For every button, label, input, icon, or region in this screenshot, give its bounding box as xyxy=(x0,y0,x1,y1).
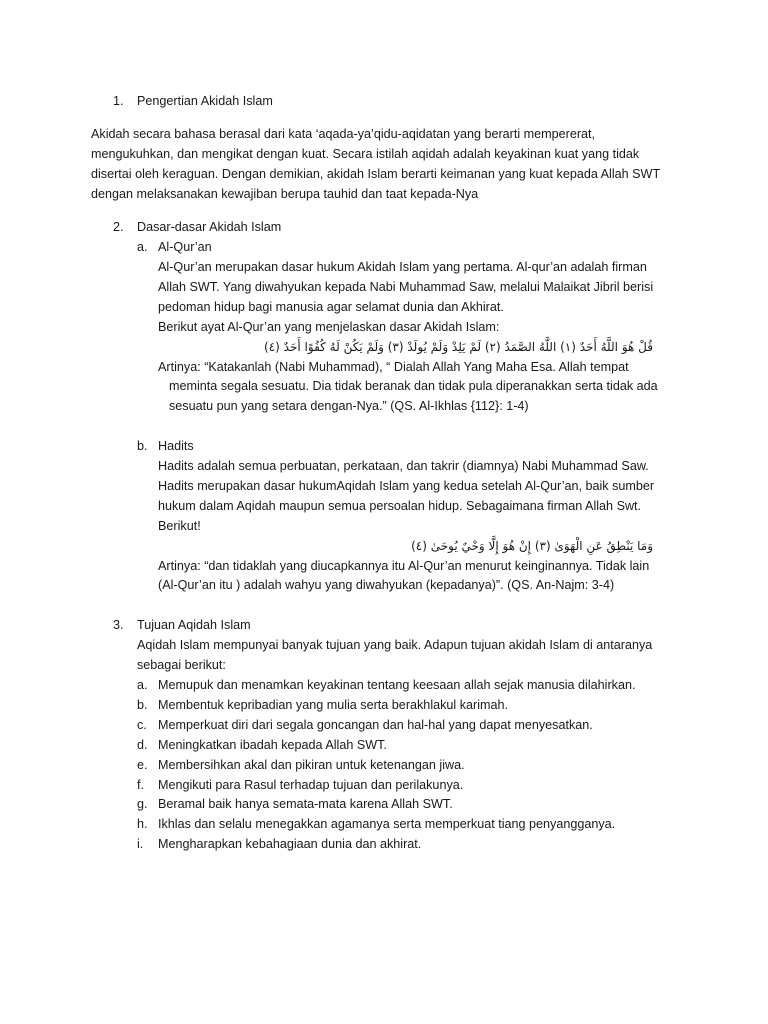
body-line: pedoman hidup bagi manusia agar selamat dunia dan Akhirat. xyxy=(158,299,504,314)
subsection-b-body xyxy=(158,457,653,596)
body-line: Hadits merupakan dasar hukumAqidah Islam yang kedua setelah Al-Qur’an, baik sumber xyxy=(158,478,655,493)
list-text: Membersihkan akal dan pikiran untuk ketenangan jiwa. xyxy=(158,757,465,772)
list-marker: e. xyxy=(137,757,148,772)
list-text: Beramal baik hanya semata-mata karena Allah SWT. xyxy=(158,797,453,812)
intro-line: Aqidah Islam mempunyai banyak tujuan yang baik. Adapun tujuan akidah Islam di antaranya xyxy=(137,638,653,652)
arabic-verse-an-najm: وَمَا يَنْطِقُ عَنِ الْهَوَىٰ (٣) إِنْ هُوَ إِلَّا وَحْيٌ يُوحَىٰ (٤) xyxy=(411,538,653,553)
list-marker: g. xyxy=(137,797,148,812)
list-item xyxy=(137,815,635,835)
section-3-heading: Tujuan Aqidah Islam xyxy=(137,618,251,632)
section-2-number: 2. xyxy=(113,220,124,234)
intro-line: sebagai berikut: xyxy=(137,657,226,672)
translation-line: (Al-Qur’an itu ) adalah wahyu yang diwahyukan (kepadanya)”. (QS. An-Najm: 3-4) xyxy=(158,578,615,593)
subsection-a-title: Al-Qur’an xyxy=(158,240,212,254)
body-line: Berikut ayat Al-Qur’an yang menjelaskan dasar Akidah Islam: xyxy=(158,319,500,334)
list-item xyxy=(137,756,635,776)
paragraph-line: disertai oleh keraguan. Dengan demikian, akidah Islam berarti keimanan yang kuat kepada Allah SWT xyxy=(91,166,661,181)
list-text: Mengikuti para Rasul terhadap tujuan dan perilakunya. xyxy=(158,777,464,792)
body-line: Hadits adalah semua perbuatan, perkataan, dan takrir (diamnya) Nabi Muhammad Saw. xyxy=(158,459,649,473)
translation-line: meminta segala sesuatu. Dia tidak beranak dan tidak pula diperanakkan serta tidak ada xyxy=(169,379,658,394)
list-item xyxy=(137,776,635,796)
subsection-b-title: Hadits xyxy=(158,439,194,453)
list-marker: c. xyxy=(137,717,147,732)
list-text: Memupuk dan menamkan keyakinan tentang keesaan allah sejak manusia dilahirkan. xyxy=(158,678,636,692)
subsection-a-body xyxy=(158,258,658,417)
section-1-heading: Pengertian Akidah Islam xyxy=(137,94,273,108)
list-item xyxy=(137,736,635,756)
list-item xyxy=(137,696,635,716)
body-line: Al-Qur’an merupakan dasar hukum Akidah Islam yang pertama. Al-qur’an adalah firman xyxy=(158,260,647,274)
list-text: Memperkuat diri dari segala goncangan dan hal-hal yang dapat menyesatkan. xyxy=(158,717,593,732)
list-item xyxy=(137,835,635,855)
translation-line: sesuatu pun yang setara dengan-Nya.” (QS. Al-Ikhlas {112}: 1-4) xyxy=(169,399,529,414)
translation-line: Artinya: “dan tidaklah yang diucapkannya itu Al-Qur’an menurut keinginannya. Tidak lain xyxy=(158,558,650,573)
list-item xyxy=(137,716,635,736)
paragraph-line: Akidah secara bahasa berasal dari kata ‘aqada-ya’qidu-aqidatan yang berarti mempererat, xyxy=(91,127,596,141)
section-3-intro xyxy=(137,636,652,676)
list-marker: d. xyxy=(137,737,148,752)
body-line: Allah SWT. Yang diwahyukan kepada Nabi Muhammad Saw, melalui Malaikat Jibril berisi xyxy=(158,279,654,294)
body-line: Berikut! xyxy=(158,518,201,533)
subsection-b-marker: b. xyxy=(137,439,148,453)
section-3-number: 3. xyxy=(113,618,124,632)
translation-line: Artinya: “Katakanlah (Nabi Muhammad), “ Dialah Allah Yang Maha Esa. Allah tempat xyxy=(158,359,629,374)
list-text: Mengharapkan kebahagiaan dunia dan akhirat. xyxy=(158,837,422,852)
list-text: Meningkatkan ibadah kepada Allah SWT. xyxy=(158,737,387,752)
list-marker: b. xyxy=(137,697,148,712)
section-1-paragraph xyxy=(91,125,660,205)
list-item xyxy=(137,795,635,815)
list-text: Ikhlas dan selalu menegakkan agamanya serta memperkuat tiang penyangganya. xyxy=(158,817,616,832)
section-2-heading: Dasar-dasar Akidah Islam xyxy=(137,220,282,234)
list-marker: f. xyxy=(137,777,144,792)
paragraph-line: mengukuhkan, dan mengikat dengan kuat. Secara istilah aqidah adalah keyakinan kuat yang tidak xyxy=(91,146,640,161)
list-marker: a. xyxy=(137,678,148,692)
paragraph-line: dengan melaksanakan kewajiban berupa tauhid dan taat kepada-Nya xyxy=(91,186,479,201)
section-1-number: 1. xyxy=(113,94,124,108)
list-marker: i. xyxy=(137,837,144,852)
list-text: Membentuk kepribadian yang mulia serta berakhlakul karimah. xyxy=(158,697,509,712)
list-item xyxy=(137,676,635,696)
list-marker: h. xyxy=(137,817,148,832)
subsection-a-marker: a. xyxy=(137,240,148,254)
arabic-verse-al-ikhlas: قُلْ هُوَ اللَّهُ أَحَدٌ (١) اللَّهُ الصَّمَدُ (٢) لَمْ يَلِدْ وَلَمْ يُولَدْ (٣) وَلَمْ يَكُنْ لَهُ كُفُوًا أَحَدٌ (٤) xyxy=(264,339,653,354)
body-line: hukum dalam Aqidah maupun semua persoalan hidup. Sebagaimana firman Allah Swt. xyxy=(158,498,642,513)
tujuan-list xyxy=(137,676,635,855)
